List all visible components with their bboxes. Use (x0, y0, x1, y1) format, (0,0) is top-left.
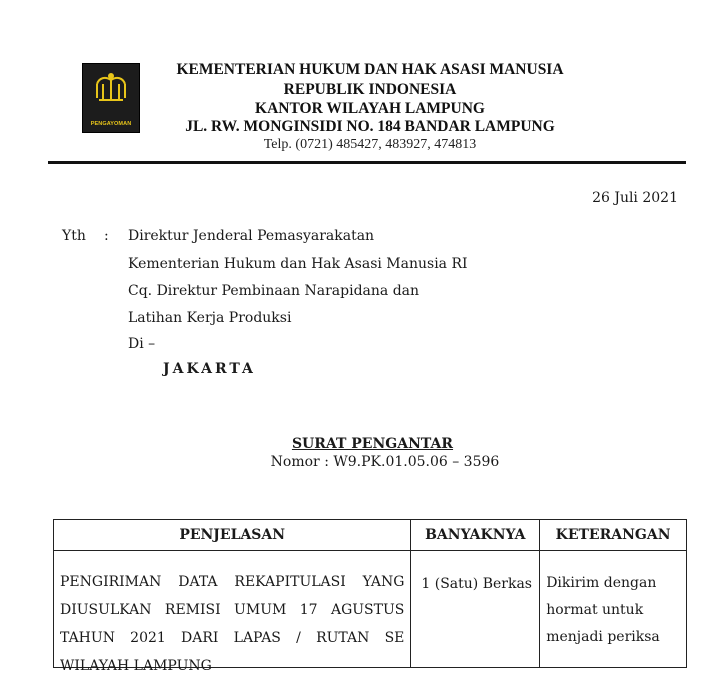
recipient-city: JAKARTA (163, 361, 256, 377)
description-cell (54, 551, 411, 674)
header-quantity: BANYAKNYA (411, 520, 540, 551)
pengayoman-emblem-icon (91, 70, 131, 114)
table-header-row (54, 520, 687, 551)
cover-letter-title: SURAT PENGANTAR (291, 436, 454, 452)
recipient-line: Cq. Direktur Pembinaan Narapidana dan (128, 283, 420, 299)
logo-text: PENGAYOMAN (90, 121, 132, 127)
letterhead-ministry: KEMENTERIAN HUKUM DAN HAK ASASI MANUSIA (176, 61, 564, 78)
letterhead-office: KANTOR WILAYAH LAMPUNG (255, 100, 485, 117)
description-text: PENGIRIMAN DATA REKAPITULASI YANG DIUSULKAN REMISI UMUM 17 AGUSTUS TAHUN 2021 DARI LAPAS / RUTAN SE WILAYAH LAMPUNG (60, 574, 405, 674)
recipient-line: Latihan Kerja Produksi (128, 310, 292, 326)
contents-table (53, 519, 687, 674)
recipient-label: Yth (62, 228, 86, 244)
header-description: PENJELASAN (54, 520, 411, 551)
table-row (54, 551, 687, 668)
quantity-text: 1 (Satu) Berkas (421, 576, 532, 592)
cover-letter-number: Nomor : W9.PK.01.05.06 – 3596 (270, 454, 500, 470)
quantity-cell (411, 551, 540, 668)
letterhead-divider (48, 161, 686, 164)
letterhead-country: REPUBLIK INDONESIA (283, 81, 457, 98)
recipient-colon: : (104, 228, 109, 244)
pengayoman-logo (82, 63, 140, 133)
recipient-line: Kementerian Hukum dan Hak Asasi Manusia RI (128, 256, 468, 272)
header-remarks: KETERANGAN (540, 520, 687, 551)
letterhead-phone: Telp. (0721) 485427, 483927, 474813 (263, 137, 477, 152)
letter-date: 26 Juli 2021 (592, 190, 678, 206)
recipient-line: Di – (128, 336, 156, 352)
recipient-line: Direktur Jenderal Pemasyarakatan (128, 228, 375, 244)
letterhead-address: JL. RW. MONGINSIDI NO. 184 BANDAR LAMPUNG (185, 118, 555, 135)
remarks-cell (540, 551, 687, 668)
remarks-text: Dikirim dengan hormat untuk menjadi periksa (546, 575, 660, 645)
